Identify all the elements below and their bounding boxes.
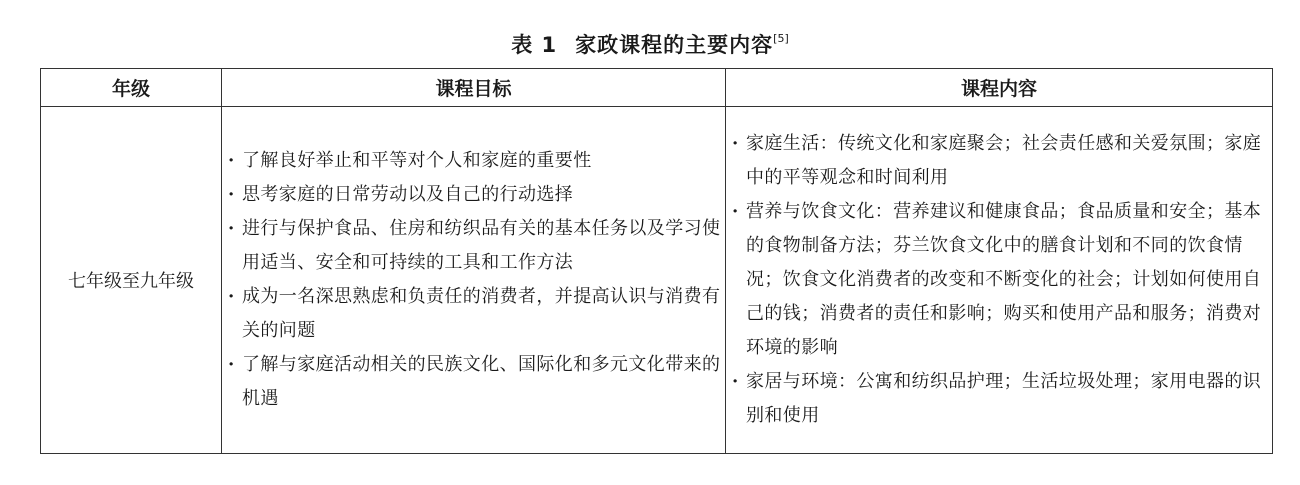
goal-item: · 了解良好举止和平等对个人和家庭的重要性 xyxy=(222,144,725,178)
reference-mark: [5] xyxy=(773,32,789,45)
content-item: · 家居与环境：公寓和纺织品护理；生活垃圾处理；家用电器的识别和使用 xyxy=(726,365,1272,433)
goals-list xyxy=(222,144,725,416)
goal-item: · 了解与家庭活动相关的民族文化、国际化和多元文化带来的机遇 xyxy=(222,348,725,416)
content-item: · 家庭生活：传统文化和家庭聚会；社会责任感和关爱氛围；家庭中的平等观念和时间利用 xyxy=(726,127,1272,195)
goals-cell xyxy=(222,107,726,454)
curriculum-table xyxy=(40,68,1273,454)
goal-item: · 成为一名深思熟虑和负责任的消费者，并提高认识与消费有关的问题 xyxy=(222,280,725,348)
grade-cell: 七年级至九年级 xyxy=(41,107,222,454)
header-row xyxy=(41,69,1273,107)
goal-item: · 进行与保护食品、住房和纺织品有关的基本任务以及学习使用适当、安全和可持续的工具和工作方法 xyxy=(222,212,725,280)
goal-item: · 思考家庭的日常劳动以及自己的行动选择 xyxy=(222,178,725,212)
table-row xyxy=(41,107,1273,454)
content-item: · 营养与饮食文化：营养建议和健康食品；食品质量和安全；基本的食物制备方法；芬兰饮食文化中的膳食计划和不同的饮食情况；饮食文化消费者的改变和不断变化的社会；计划如何使用自己的钱；消费者的责任和影响；购买和使用产品和服务；消费对环境的影响 xyxy=(726,195,1272,365)
table-caption xyxy=(0,24,1300,60)
contents-list xyxy=(726,127,1272,433)
header-contents: 课程内容 xyxy=(726,69,1273,107)
header-grade: 年级 xyxy=(41,69,222,107)
table-number: 表 1 xyxy=(511,33,558,57)
header-goals: 课程目标 xyxy=(222,69,726,107)
contents-cell xyxy=(726,107,1273,454)
table-title: 家政课程的主要内容 xyxy=(575,33,774,57)
